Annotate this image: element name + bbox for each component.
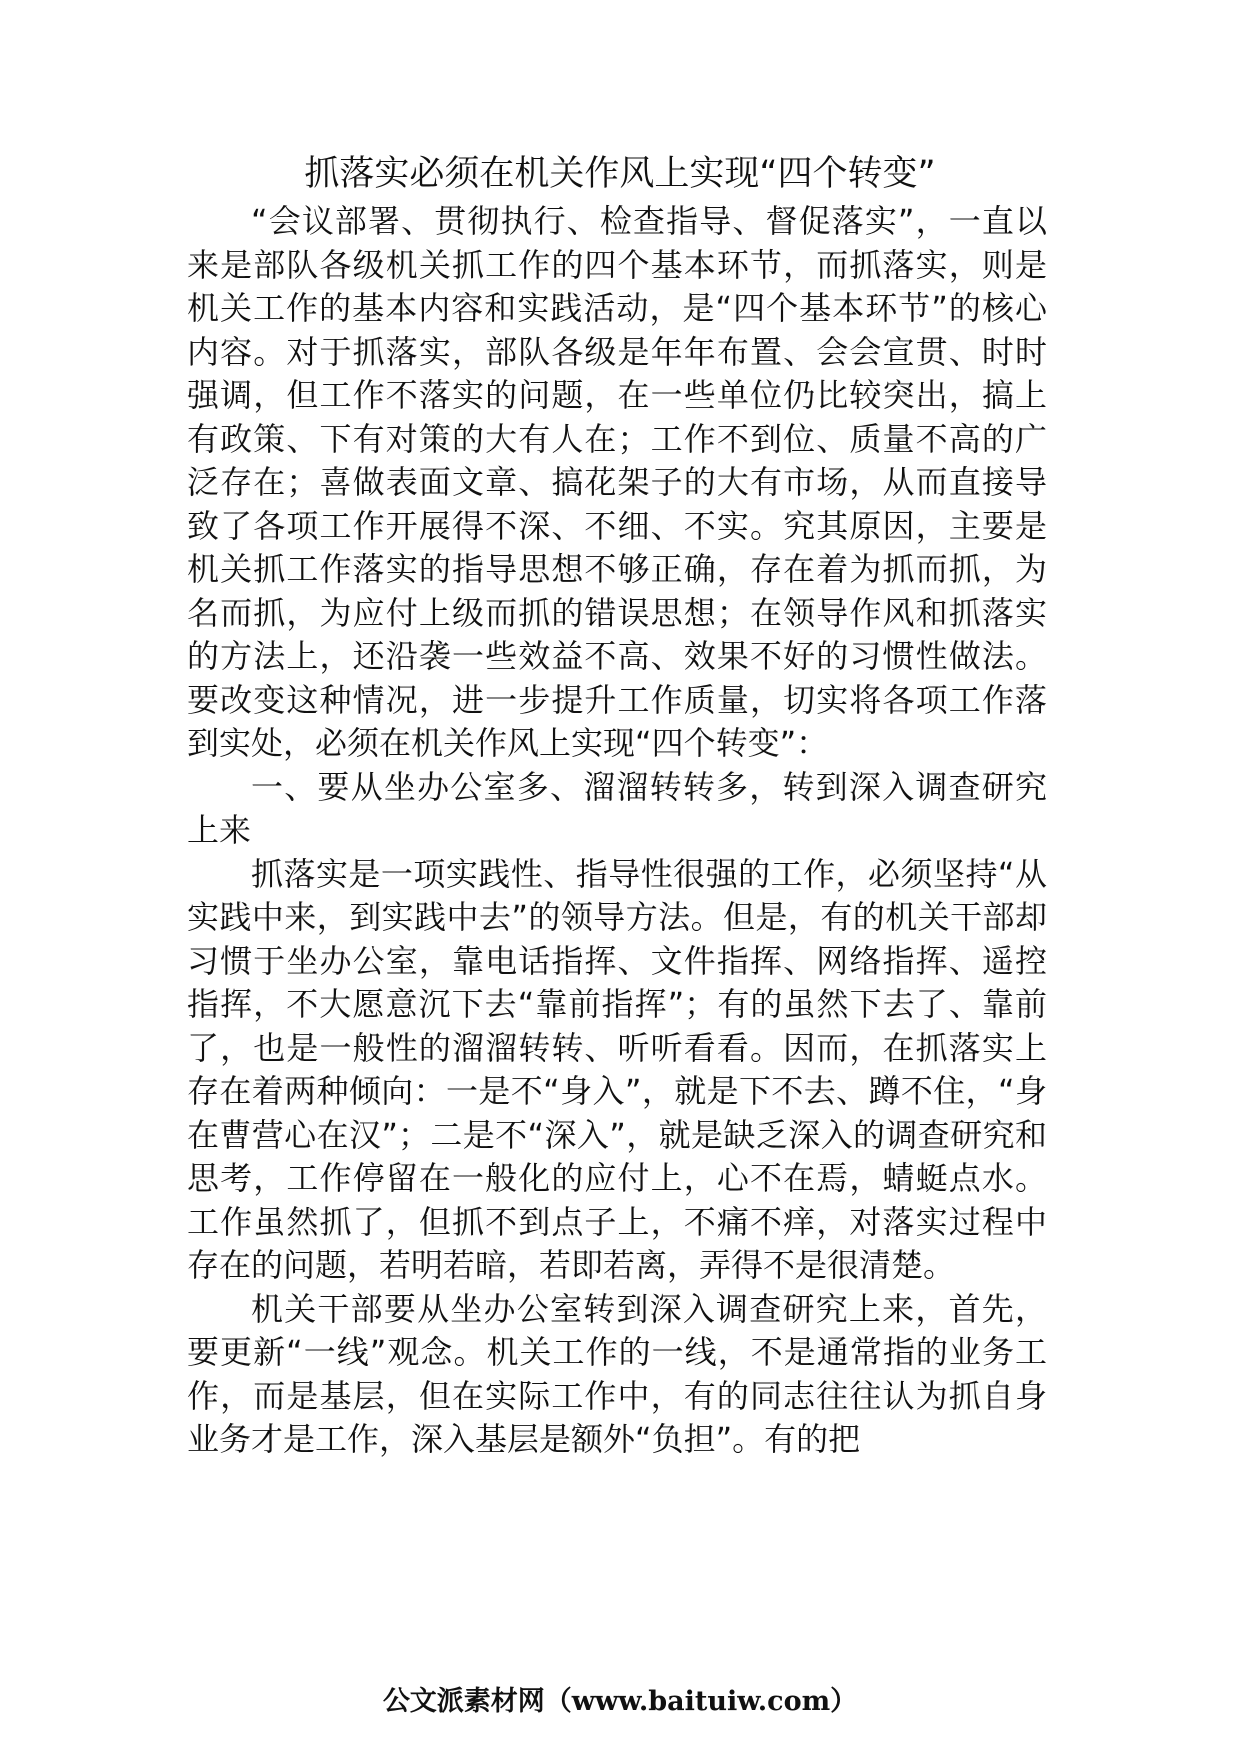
page-footer-watermark: 公文派素材网（www.baituiw.com） [382, 1686, 858, 1717]
document-title: 抓落实必须在机关作风上实现“四个转变” [304, 154, 936, 194]
paragraph-body: 机关干部要从坐办公室转到深入调查研究上来，首先，要更新“一线”观念。机关工作的一线，不是通常指的业务工作，而是基层，但在实际工作中，有的同志往往认为抓自身业务才是工作，深入基层是额外“负担”。有的把 [187, 1289, 1047, 1458]
paragraph-section-heading: 一、要从坐办公室多、溜溜转转多，转到深入调查研究上来 [187, 767, 1047, 849]
paragraph-body: 抓落实是一项实践性、指导性很强的工作，必须坚持“从实践中来，到实践中去”的领导方法。但是，有的机关干部却习惯于坐办公室，靠电话指挥、文件指挥、网络指挥、遥控指挥，不大愿意沉下去“靠前指挥”；有的虽然下去了、靠前了，也是一般性的溜溜转转、听听看看。因而，在抓落实上存在着两种倾向：一是不“身入”，就是下不去、蹲不住，“身在曹营心在汉”；二是不“深入”，就是缺乏深入的调查研究和思考，工作停留在一般化的应付上，心不在焉，蜻蜓点水。工作虽然抓了，但抓不到点子上，不痛不痒，对落实过程中存在的问题，若明若暗，若即若离，弄得不是很清楚。 [187, 854, 1047, 1284]
document-body [187, 200, 1047, 1462]
paragraph-intro: “会议部署、贯彻执行、检查指导、督促落实”，一直以来是部队各级机关抓工作的四个基本环节，而抓落实，则是机关工作的基本内容和实践活动，是“四个基本环节”的核心内容。对于抓落实，部队各级是年年布置、会会宣贯、时时强调，但工作不落实的问题，在一些单位仍比较突出，搞上有政策、下有对策的大有人在；工作不到位、质量不高的广泛存在；喜做表面文章、搞花架子的大有市场，从而直接导致了各项工作开展得不深、不细、不实。究其原因，主要是机关抓工作落实的指导思想不够正确，存在着为抓而抓，为名而抓，为应付上级而抓的错误思想；在领导作风和抓落实的方法上，还沿袭一些效益不高、效果不好的习惯性做法。要改变这种情况，进一步提升工作质量，切实将各项工作落到实处，必须在机关作风上实现“四个转变”： [187, 202, 1047, 762]
